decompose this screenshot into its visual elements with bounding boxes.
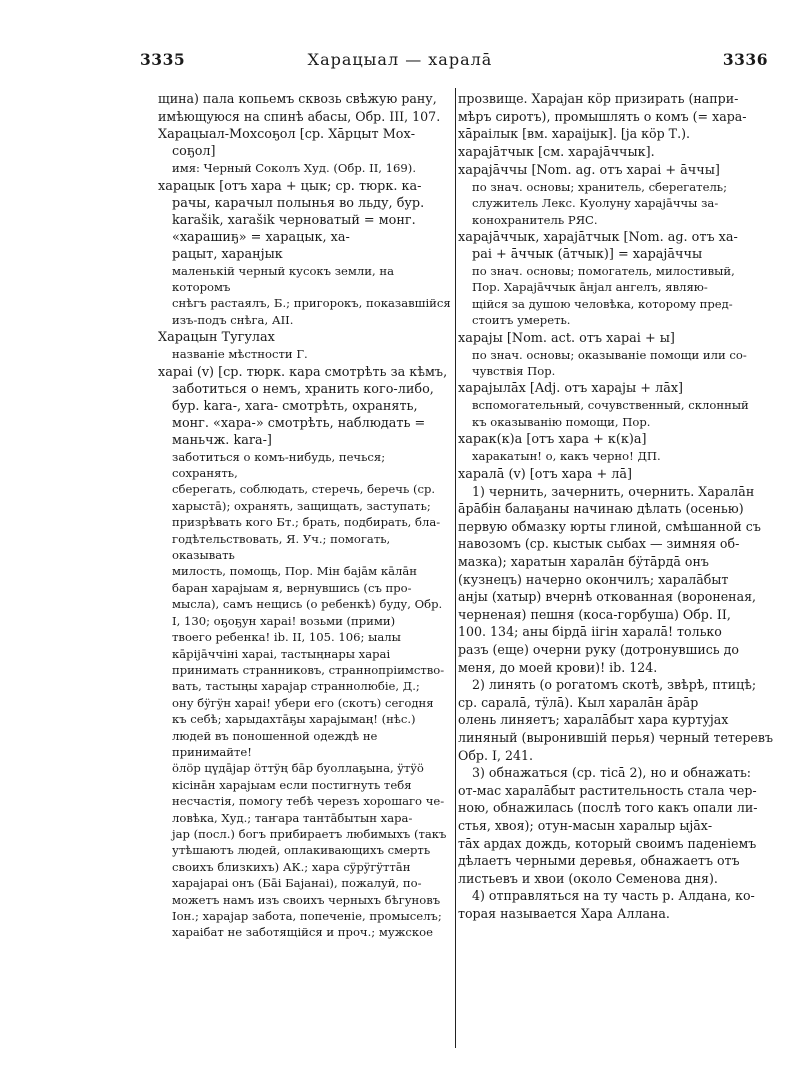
entry-definition-line: кісінāн харајыам если постигнуть тебя [172,777,412,792]
dictionary-entry [458,90,788,143]
entry-definition-line: Іон.; харајар забота, попеченіе, промыселъ; [172,909,442,923]
entry-sense-line: олень линяетъ; харалāбыт хара куртујах [458,712,729,728]
entry-definition-line: милость, помощь, Пор. Мін бајāм кāлāн [172,564,417,579]
entry-etymology-line: «харашиҕ» = харацык, ха- [172,229,350,245]
entry-headword: харајылāх [Adj. отъ харајы + лāх] [458,381,684,397]
entry-definition-line: маленькій черный кусокъ земли, на которомъ [172,263,395,294]
entry-sense-line: 2) линять (о рогатомъ скотѣ, звѣрѣ, птицѣ; [472,677,757,693]
entry-sense-line: мазка); харатын харалāн бÿтāрдā онъ [458,554,709,570]
entry-sense-line: 3) обнажаться (ср. тiсā 2), но и обнажать: [472,765,752,781]
entry-definition-line: твоего ребенка! ib. II, 105. 106; ыалы [172,630,401,645]
entry-sense-line: āрāбiн балаҕаны начинаю дѣлать (осенью) [458,501,744,517]
entry-sense-line: первую обмазку юрты глиной, смѣшанной съ [458,518,761,534]
entry-sense-line: стья, хвоя); отун-масын харалыр ыјāх- [458,817,713,833]
entry-definition-line: кāрiјāччiнi харaі, тастыңнары харaі [172,646,391,661]
entry-definition-line: призрѣвать кого Бт.; брать, подбирать, бла- [172,515,441,530]
entry-definition-line: мысла), самъ нещись (о ребенкѣ) буду, Обр. [172,597,443,612]
entry-sense-line: разъ (еще) очерни руку (дотронувшись до [458,642,739,657]
running-head: Харацыал — харалā [307,50,493,69]
entry-definition-line: јар (посл.) богъ прибираетъ любимыхъ (такъ [172,826,447,841]
entry-sense-line: (кузнецъ) начерно окончилъ; харалāбыт [458,571,729,587]
entry-definition-line: харaiбат не заботящійся и проч.; мужское [172,925,433,940]
dictionary-entry [458,431,788,464]
entry-definition-line: къ себѣ; харыдахтāҕы харајымаң! (нѣс.) [172,712,416,727]
entry-headword: харајы [Nom. act. отъ харaі + ы] [458,330,675,346]
entry-definition-line: мѣръ сиротъ), промышлять о комъ (= хара- [458,108,747,124]
entry-definition-line: людей въ поношенной одеждѣ не принимайте! [172,728,378,759]
entry-definition-line: названіе мѣстности Г. [172,347,308,362]
entry-definition-line: I, 130; оҕоҕун харaі! возьми (прими) [172,613,396,628]
entry-sense-line: ср. саралā, тÿлā). Кыл харалāн āрāр [458,694,699,710]
entry-definition-line: стоитъ умереть. [472,313,571,328]
entry-sense-line: Обр. I, 241. [458,747,533,763]
dictionary-entry [158,329,454,362]
entry-definition-line: харыстā); охранять, защищать, заступать; [172,498,431,513]
entry-definition-line: годѣтельствовать, Я. Уч.; помогать, оказывать [172,531,391,563]
entry-sense-line: 100. 134; аны бiрдā iiгiн харалā! только [458,624,722,640]
dictionary-entry [458,229,788,329]
entry-definition-line: по знач. основы; хранитель, сберегатель; [472,179,728,194]
column-divider [455,88,456,1048]
dictionary-entry [158,126,454,176]
entry-headword: харајāччы [Nom. ag. отъ харaі + āччы] [458,162,720,178]
dictionary-entry [458,380,788,430]
entry-definition-line: по знач. основы; помогатель, милостивый, [472,264,735,278]
dictionary-entry [458,330,788,380]
dictionary-entry [158,364,454,941]
entry-definition-line: сберегать, соблюдать, стеречь, беречь (ср. [172,482,436,497]
entry-headword: харацык [отъ хара + цык; ср. тюрк. ка- [158,178,422,194]
entry-definition-line: Пор. Харајāччык āнјал ангелъ, являю- [472,280,708,295]
left-page-number: 3335 [140,50,186,69]
entry-etymology-line: заботиться о немъ, хранить кого-либо, [172,381,434,397]
entry-etymology-line: бур. kara-, xara- смотрѣть, охранять, [172,398,418,414]
entry-definition-line: щина) пала копьемъ сквозь свѣжую рану, [158,91,437,106]
entry-definition-line: заботиться о комъ-нибудь, печься; сохранять, [172,449,386,481]
entry-definition-line: харакатын! о, какъ черно! ДП. [472,449,661,464]
dictionary-entry [458,466,788,923]
right-column [458,90,788,1045]
right-page-number: 3336 [722,50,768,69]
entry-sense-line: от-мас харалāбыт растительность стала чер- [458,782,757,798]
entry-definition-line: по знач. основы; оказываніе помощи или со- [472,347,747,362]
entry-sense-line: меня, до моей крови)! ib. 124. [458,659,658,675]
dictionary-entry [158,90,454,125]
entry-definition-line: можетъ намъ изъ своихъ черныхъ бѣгуновъ [172,892,441,907]
entry-sense-line: линяный (выронившій перья) черный тетеревъ [458,729,773,745]
entry-etymology-line: маньчж. kara-] [172,432,272,448]
entry-headword: харалā (v) [отъ хара + лā] [458,466,633,482]
entry-etymology-line: рачы, карачыл полынья во льду, бур. [172,195,425,211]
entry-sense-line: анјы (хатыр) вчернѣ откованная (вороненая, [458,589,757,605]
dictionary-entry [158,178,454,329]
dictionary-entry [458,162,788,228]
entry-etymology-line: рацыт, харанјык [172,246,283,262]
entry-etymology-line: karašik, xarašik черноватый = монг. [172,212,416,228]
entry-definition-line: служитель Лекс. Куолуну харајāччы за- [472,196,719,211]
entry-headword: Харацыал-Мохсоҕол [ср. Хāрцыт Мох- [158,127,416,143]
entry-definition-line: утѣшаютъ людей, оплакивающихъ смерть [172,843,431,858]
entry-definition-line: вать, тастыңы харајар страннолюбіе, Д.; [172,679,420,694]
dictionary-entry [458,144,788,161]
entry-headword-continuation: соҕол] [172,144,216,160]
entry-definition-line: имѣющуюся на спинѣ абасы, Обр. III, 107. [158,108,441,124]
entry-headword: харaі (v) [ср. тюрк. кара смотрѣть за кѣмъ, [158,364,448,380]
entry-definition-line: прозвище. Харајан кöр призирать (напри- [458,91,739,106]
entry-definition-line: имя: Черный Соколъ Худ. (Обр. II, 169). [172,161,417,176]
entry-sense-line: 1) чернить, зачернить, очернить. Харалāн [472,483,755,499]
entry-definition-line: öлöр цүдāјар öттÿң бāр буоллаҕына, ÿтÿö [172,761,424,776]
entry-definition-line: несчастія, помогу тебѣ черезъ хорошаго че- [172,794,445,809]
entry-sense-line: торая называется Хара Аллана. [458,905,670,921]
entry-sense-line: 4) отправляться на ту часть р. Алдана, ко- [472,888,755,904]
entry-definition-line: конохранитель РЯС. [472,212,598,227]
entry-definition-line: къ оказыванію помощи, Пор. [472,414,651,429]
entry-sense-line: тāх ардах дождь, который своимъ паденіемъ [458,835,757,851]
entry-headword: харајāччык, харајāтчык [Nom. ag. отъ ха- [458,230,738,245]
entry-etymology-line: раі + āччык (āтчык)] = харајāччы [472,247,703,262]
entry-headword: Харацын Тугулах [158,330,275,346]
entry-sense-line: навозомъ (ср. кыстык сыбах — зимняя об- [458,536,740,552]
entry-definition-line: харајараі онъ (Бāі Бајанаі), пожалуй, по- [172,876,422,891]
entry-sense-line: ною, обнажилась (послѣ того какъ опали ли- [458,800,758,816]
entry-definition-line: изъ-подъ снѣга, АII. [172,312,294,327]
entry-definition-line: ону бÿгÿн харaі! убери его (скотъ) сегодня [172,695,434,710]
entry-sense-line: дѣлаетъ черными деревья, обнажаетъ отъ [458,853,740,869]
entry-definition-line: снѣгъ растаялъ, Б.; пригорокъ, показавшійся [172,296,451,311]
entry-definition-line: вспомогательный, сочувственный, склонный [472,398,749,413]
entry-definition-line: щійся за душою человѣка, которому пред- [472,296,733,311]
entry-definition-line: хāрaiлык [вм. харaiјык]. [јa кöр Т.). [458,126,691,142]
entry-sense-line: листьевъ и хвои (около Семенова дня). [458,870,718,886]
entry-definition-line: ловѣка, Худ.; таҥара тантāбытын хара- [172,810,413,825]
entry-headword: харајāтчык [см. харајāччык]. [458,144,655,160]
entry-sense-line: черненая) пешня (коса-горбуша) Обр. II, [458,606,731,622]
entry-definition-line: баран харајыам я, вернувшись (съ про- [172,580,412,595]
entry-headword: харак(к)а [отъ хара + к(к)а] [458,432,647,448]
entry-definition-line: принимать странниковъ, страннопріимство- [172,662,445,677]
entry-definition-line: чувствія Пор. [472,364,556,379]
entry-etymology-line: монг. «хара-» смотрѣть, наблюдать = [172,415,426,431]
entry-definition-line: своихъ близкихъ) АК.; хара сÿрÿгÿттāн [172,859,411,874]
left-column [158,90,454,1045]
